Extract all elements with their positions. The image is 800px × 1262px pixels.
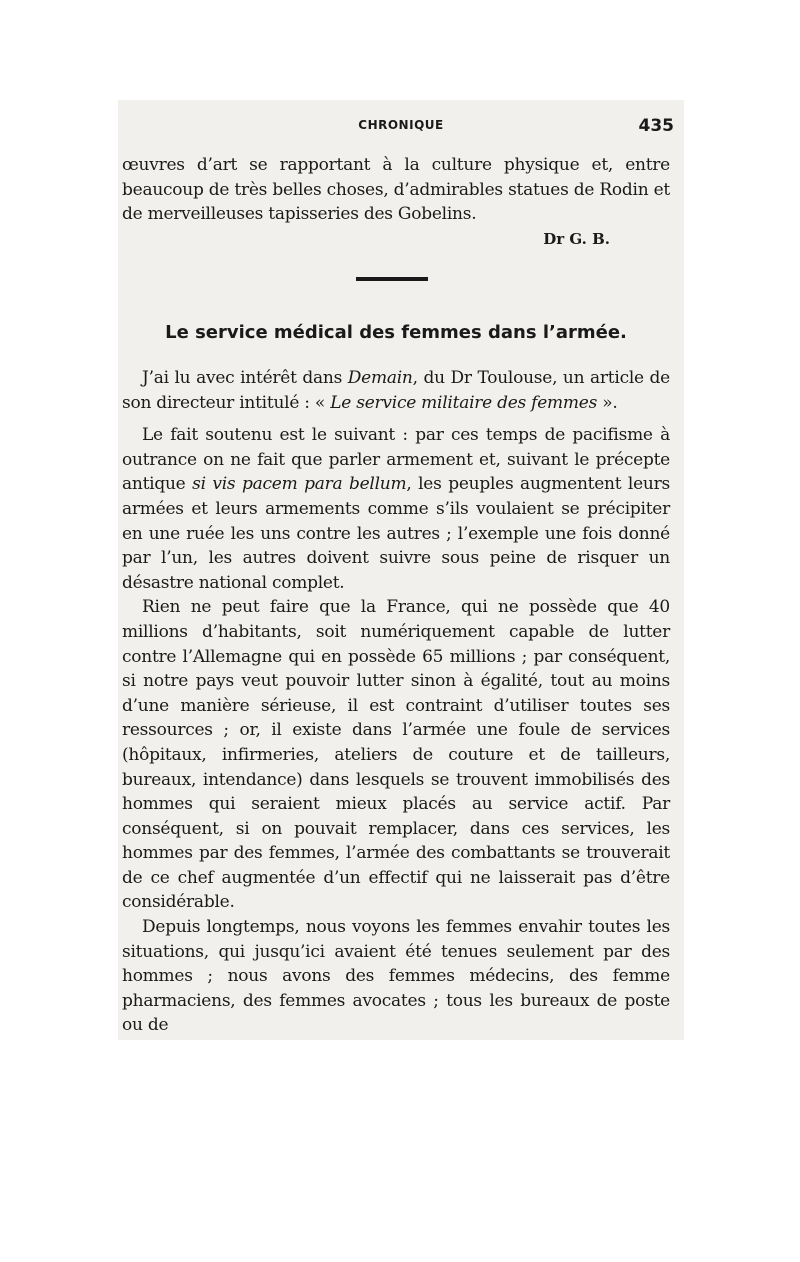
p1-text-b: , du Dr Toulouse, un article de son directeur intitulé : « [122,368,670,413]
article-body [122,366,670,1038]
section-divider [356,277,428,281]
paragraph-4: Depuis longtemps, nous voyons les femmes envahir toutes les situations, qui jusqu’ici avaient été tenues seulement par des hommes ; nous avons des femmes médecins, des femme pharmaciens, des femmes avocates ; tous les bureaux de poste ou de [122,917,670,1036]
article-title: Le service médical des femmes dans l’armée. [165,322,627,343]
running-title: CHRONIQUE [358,118,444,132]
paragraph-1 [122,366,670,415]
paragraph-3: Rien ne peut faire que la France, qui ne possède que 40 millions d’habitants, soit numériquement capable de lutter contre l’Allemagne qui en possède 65 millions ; par conséquent, si notre pays veut pouvoir lutter sinon à égalité, tout au moins d’une manière sérieuse, il est contraint d’utiliser toutes ses ressources ; or, il existe dans l’armée une foule de services (hôpitaux, infirmeries, ateliers de couture et de tailleurs, bureaux, intendance) dans lesquels se trouvent immobilisés des hommes qui seraient mieux placés au service actif. Par conséquent, si on pouvait remplacer, dans ces services, les hommes par des femmes, l’armée des combattants se trouverait de ce chef augmentée d’un effectif qui ne laisserait pas d’être considérable. [122,597,670,913]
intro-paragraph: œuvres d’art se rapportant à la culture physique et, entre beaucoup de très belles choses, d’admirables statues de Rodin et de merveilleuses tapisseries des Gobelins. [122,155,670,225]
intro-text-block [122,153,670,227]
running-header [118,116,684,142]
paragraph-2 [122,423,670,595]
p2-text-b: , les peuples augmentent leurs armées et leurs armements comme s’ils voulaient se précipiter en une ruée les uns contre les autres ; l’exemple une fois donné par l’un, les autres doivent suivre sous peine de risquer un désastre national complet. [122,474,670,593]
page-number: 435 [638,116,674,136]
p1-text-a: J’ai lu avec intérêt dans [142,368,348,388]
p2-text-a: Le fait soutenu est le suivant : par ces temps de pacifisme à outrance on ne fait que parler armement et, suivant le précepte antique [122,425,670,495]
latin-maxim: si vis pacem para bellum [192,474,407,495]
journal-name: Demain [347,368,413,388]
author-signature: Dr G. B. [543,230,610,248]
p1-text-c: ». [597,392,618,413]
cited-article-title: Le service militaire des femmes [330,392,598,413]
